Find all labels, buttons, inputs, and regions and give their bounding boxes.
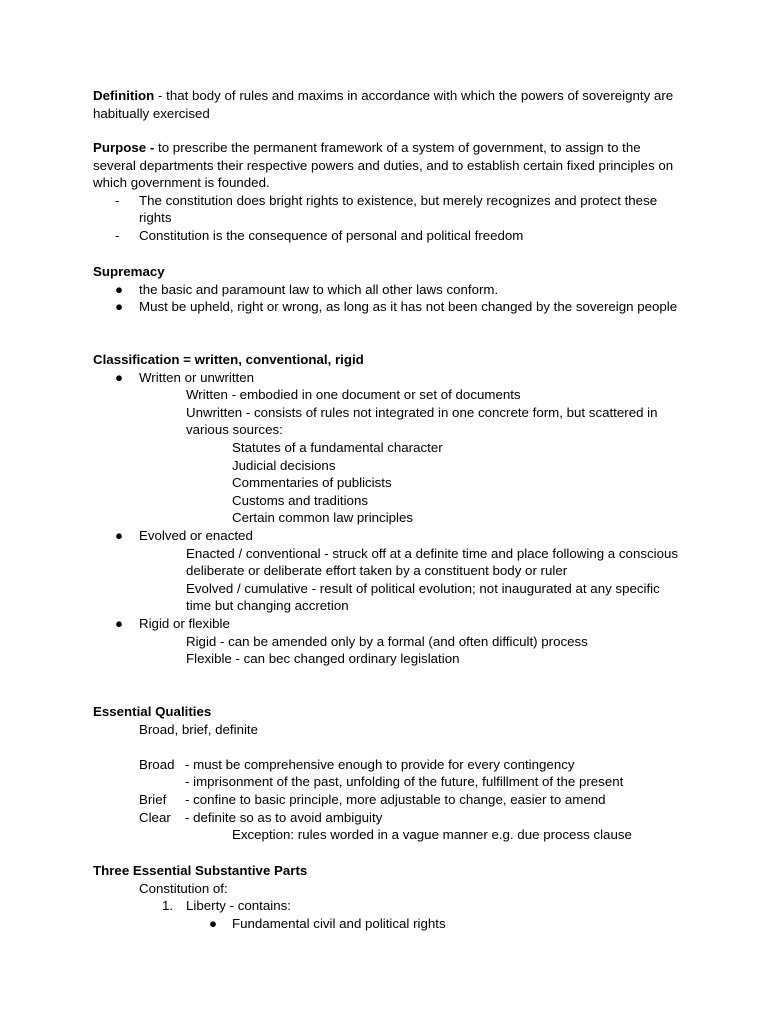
brief-text: - confine to basic principle, more adjustable to change, easier to amend bbox=[185, 791, 606, 807]
classification-section bbox=[93, 351, 683, 668]
qualities-summary: Broad, brief, definite bbox=[139, 721, 259, 737]
rigid-title: Rigid or flexible bbox=[139, 615, 230, 631]
evolved-title: Evolved or enacted bbox=[139, 527, 253, 543]
definition-text: - that body of rules and maxims in accordance with which the powers of sovereignty are habitually exercised bbox=[93, 88, 674, 121]
broad-row bbox=[93, 756, 683, 774]
list-item bbox=[93, 527, 683, 545]
exception-text: Exception: rules worded in a vague manner e.g. due process clause bbox=[232, 827, 632, 843]
supremacy-item-text: Must be upheld, right or wrong, as long as it has not been changed by the sovereign people bbox=[139, 299, 678, 315]
purpose-item-text: The constitution does bright rights to existence, but merely recognizes and protect these rights bbox=[139, 192, 658, 226]
purpose-text: to prescribe the permanent framework of a system of government, to assign to the several departments their respective powers and duties, and to establish certain fixed principles on which government is founded. bbox=[93, 140, 674, 191]
list-number: 1. bbox=[162, 898, 174, 914]
list-item bbox=[93, 897, 683, 915]
parts-heading: Three Essential Substantive Parts bbox=[93, 863, 308, 878]
source-item: Commentaries of publicists bbox=[232, 475, 392, 491]
source-item: Customs and traditions bbox=[232, 492, 368, 508]
rigid-definition: Rigid - can be amended only by a formal (and often difficult) process bbox=[186, 633, 588, 649]
clear-row bbox=[93, 809, 683, 827]
clear-label: Clear bbox=[139, 809, 171, 825]
source-item: Judicial decisions bbox=[232, 457, 336, 473]
list-item bbox=[93, 281, 683, 299]
dash-marker: - bbox=[115, 192, 120, 208]
clear-text: - definite so as to avoid ambiguity bbox=[185, 809, 383, 825]
list-item bbox=[93, 915, 683, 933]
parts-intro: Constitution of: bbox=[139, 880, 228, 896]
supremacy-heading: Supremacy bbox=[93, 264, 165, 279]
supremacy-section bbox=[93, 263, 683, 316]
broad-text: - must be comprehensive enough to provide for every contingency bbox=[185, 756, 575, 772]
bullet-marker: ● bbox=[115, 299, 124, 315]
purpose-paragraph bbox=[93, 139, 683, 192]
supremacy-item-text: the basic and paramount law to which all other laws conform. bbox=[139, 281, 499, 297]
definition-paragraph bbox=[93, 87, 683, 122]
broad-text-2: - imprisonment of the past, unfolding of the future, fulfillment of the present bbox=[185, 774, 624, 790]
written-definition: Written - embodied in one document or set of documents bbox=[186, 387, 521, 403]
purpose-item-text: Constitution is the consequence of personal and political freedom bbox=[139, 227, 524, 243]
bullet-marker: ● bbox=[115, 527, 124, 543]
bullet-marker: ● bbox=[115, 281, 124, 297]
evolved-definition: Evolved / cumulative - result of political evolution; not inaugurated at any specific time but changing accretion bbox=[186, 580, 660, 614]
definition-label: Definition bbox=[93, 88, 155, 103]
list-item bbox=[93, 369, 683, 387]
qualities-heading: Essential Qualities bbox=[93, 704, 212, 719]
unwritten-definition: Unwritten - consists of rules not integrated in one concrete form, but scattered in various sources: bbox=[186, 404, 658, 438]
enacted-definition: Enacted / conventional - struck off at a definite time and place following a conscious deliberate or deliberate effort taken by a constituent body or ruler bbox=[186, 545, 679, 579]
broad-label: Broad bbox=[139, 756, 175, 772]
broad-row-2 bbox=[93, 773, 683, 791]
source-item: Certain common law principles bbox=[232, 510, 414, 526]
parts-section bbox=[93, 862, 683, 932]
bullet-marker: ● bbox=[115, 615, 124, 631]
list-item bbox=[93, 615, 683, 633]
spacer bbox=[93, 738, 683, 756]
brief-label: Brief bbox=[139, 791, 167, 807]
list-item bbox=[93, 227, 683, 245]
liberty-sub-item: Fundamental civil and political rights bbox=[232, 915, 446, 931]
purpose-label: Purpose - bbox=[93, 140, 155, 155]
classification-heading: Classification = written, conventional, rigid bbox=[93, 352, 364, 367]
liberty-item: Liberty - contains: bbox=[186, 898, 291, 914]
brief-row bbox=[93, 791, 683, 809]
dash-marker: - bbox=[115, 227, 120, 243]
bullet-marker: ● bbox=[115, 369, 124, 385]
qualities-section bbox=[93, 703, 683, 844]
bullet-marker: ● bbox=[209, 915, 218, 931]
written-title: Written or unwritten bbox=[139, 369, 255, 385]
definition-section bbox=[93, 87, 683, 122]
flexible-definition: Flexible - can bec changed ordinary legislation bbox=[186, 651, 460, 667]
source-item: Statutes of a fundamental character bbox=[232, 439, 443, 455]
list-item bbox=[93, 298, 683, 316]
list-item bbox=[93, 192, 683, 227]
purpose-section bbox=[93, 139, 683, 245]
